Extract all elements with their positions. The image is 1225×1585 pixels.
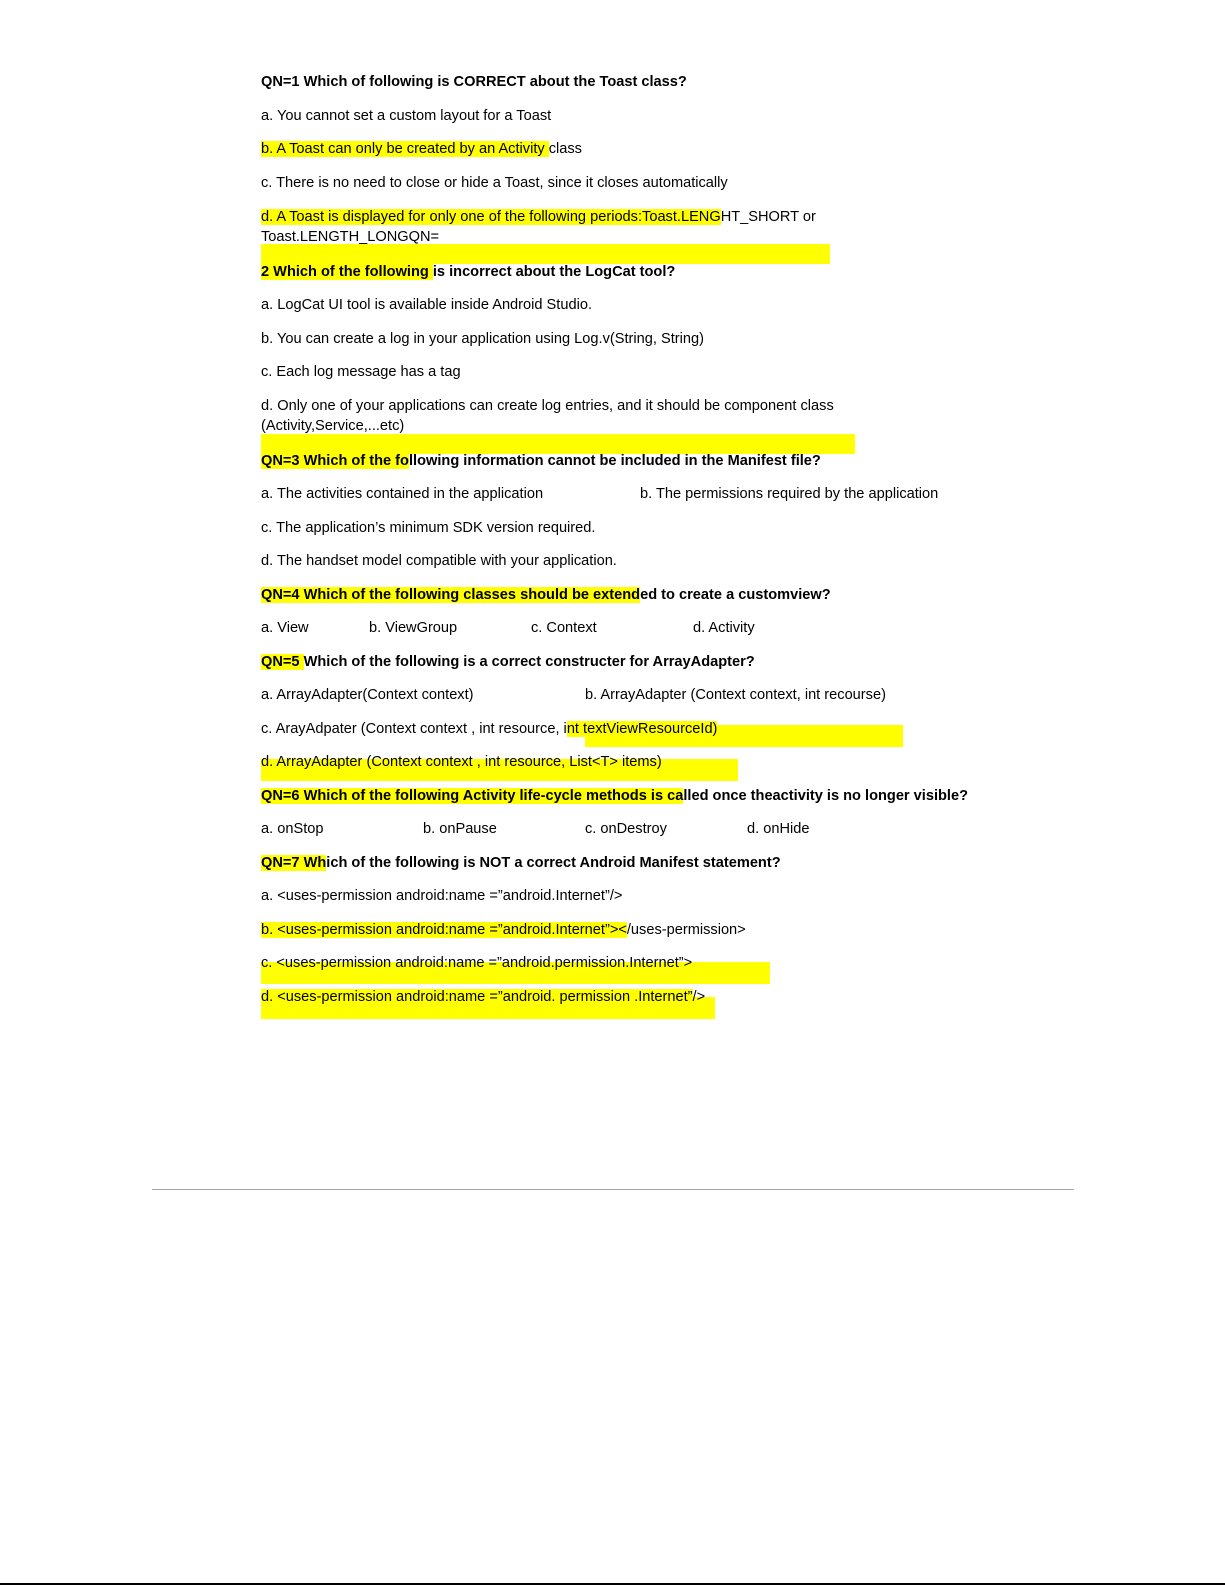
option-text: /> xyxy=(692,989,706,1005)
q1-option-c: c. There is no need to close or hide a Toast, since it closes automatically xyxy=(261,175,728,191)
q6-option-a: a. onStop xyxy=(261,821,324,837)
q6-title xyxy=(261,787,968,805)
q5-title xyxy=(261,653,755,671)
q5-option-b: b. ArrayAdapter (Context context, int recourse) xyxy=(585,687,886,703)
q7-option-d xyxy=(261,988,705,1006)
q4-option-a: a. View xyxy=(261,620,309,636)
highlighted-text: QN=5 xyxy=(261,654,304,670)
highlighted-text: nt textViewResourceId) xyxy=(566,721,718,737)
q1-option-b xyxy=(261,140,582,158)
q1-title: QN=1 Which of following is CORRECT about the Toast class? xyxy=(261,74,687,90)
q2-option-d-cont: (Activity,Service,...etc) xyxy=(261,418,405,434)
q3-option-a: a. The activities contained in the application xyxy=(261,486,544,502)
title-text: is incorrect about the LogCat tool? xyxy=(432,264,676,280)
q3-option-b: b. The permissions required by the application xyxy=(640,486,939,502)
page-divider xyxy=(152,1189,1074,1190)
q1-option-a: a. You cannot set a custom layout for a Toast xyxy=(261,108,552,124)
highlighted-text: 2 Which of the following xyxy=(261,264,433,280)
q3-option-d: d. The handset model compatible with your application. xyxy=(261,553,617,569)
highlighted-text: QN=3 Which of the fo xyxy=(261,453,409,469)
highlighted-text: QN=4 Which of the following classes should be extend xyxy=(261,587,641,603)
q4-title xyxy=(261,586,831,604)
q3-title xyxy=(261,452,821,470)
title-text: ed to create a customview? xyxy=(640,587,831,603)
q2-title xyxy=(261,263,675,281)
highlight-band xyxy=(261,244,830,264)
option-text: HT_SHORT or xyxy=(720,209,816,225)
q7-option-a: a. <uses-permission android:name =”android.Internet”/> xyxy=(261,888,623,904)
option-text: c. ArayAdpater (Context context , int resource, i xyxy=(261,721,567,737)
q5-option-c xyxy=(261,720,717,738)
title-text: ich of the following is NOT a correct Android Manifest statement? xyxy=(326,855,781,871)
q2-option-c: c. Each log message has a tag xyxy=(261,364,461,380)
option-text: class xyxy=(548,141,582,157)
q4-option-d: d. Activity xyxy=(693,620,755,636)
q7-option-c: c. <uses-permission android:name =”android.permission.Internet”> xyxy=(261,955,693,971)
highlighted-text: d. <uses-permission android:name =”android. permission .Internet” xyxy=(261,989,693,1005)
highlighted-text: QN=6 Which of the following Activity life-cycle methods is ca xyxy=(261,788,684,804)
highlighted-text: b. <uses-permission android:name =”android.Internet”>< xyxy=(261,922,627,938)
q2-option-a: a. LogCat UI tool is available inside Android Studio. xyxy=(261,297,592,313)
q2-option-b: b. You can create a log in your application using Log.v(String, String) xyxy=(261,331,704,347)
q1-option-d xyxy=(261,208,816,226)
q6-option-b: b. onPause xyxy=(423,821,497,837)
highlighted-text: d. A Toast is displayed for only one of the following periods:Toast.LENG xyxy=(261,209,721,225)
q3-option-c: c. The application’s minimum SDK version required. xyxy=(261,520,596,536)
q4-option-c: c. Context xyxy=(531,620,597,636)
highlight-band xyxy=(261,434,855,454)
q7-title xyxy=(261,854,781,872)
q1-option-d-cont: Toast.LENGTH_LONGQN= xyxy=(261,229,440,245)
q5-option-a: a. ArrayAdapter(Context context) xyxy=(261,687,474,703)
q4-option-b: b. ViewGroup xyxy=(369,620,458,636)
highlighted-text: b. A Toast can only be created by an Activity xyxy=(261,141,549,157)
q2-option-d: d. Only one of your applications can create log entries, and it should be component class xyxy=(261,398,834,414)
title-text: Which of the following is a correct constructer for ArrayAdapter? xyxy=(303,654,755,670)
q5-option-d: d. ArrayAdapter (Context context , int resource, List<T> items) xyxy=(261,754,662,770)
highlighted-text: QN=7 Wh xyxy=(261,855,327,871)
title-text: lled once theactivity is no longer visible? xyxy=(683,788,969,804)
q7-option-b xyxy=(261,921,746,939)
q6-option-d: d. onHide xyxy=(747,821,810,837)
option-text: /uses-permission> xyxy=(626,922,746,938)
q6-option-c: c. onDestroy xyxy=(585,821,667,837)
title-text: llowing information cannot be included in the Manifest file? xyxy=(408,453,821,469)
